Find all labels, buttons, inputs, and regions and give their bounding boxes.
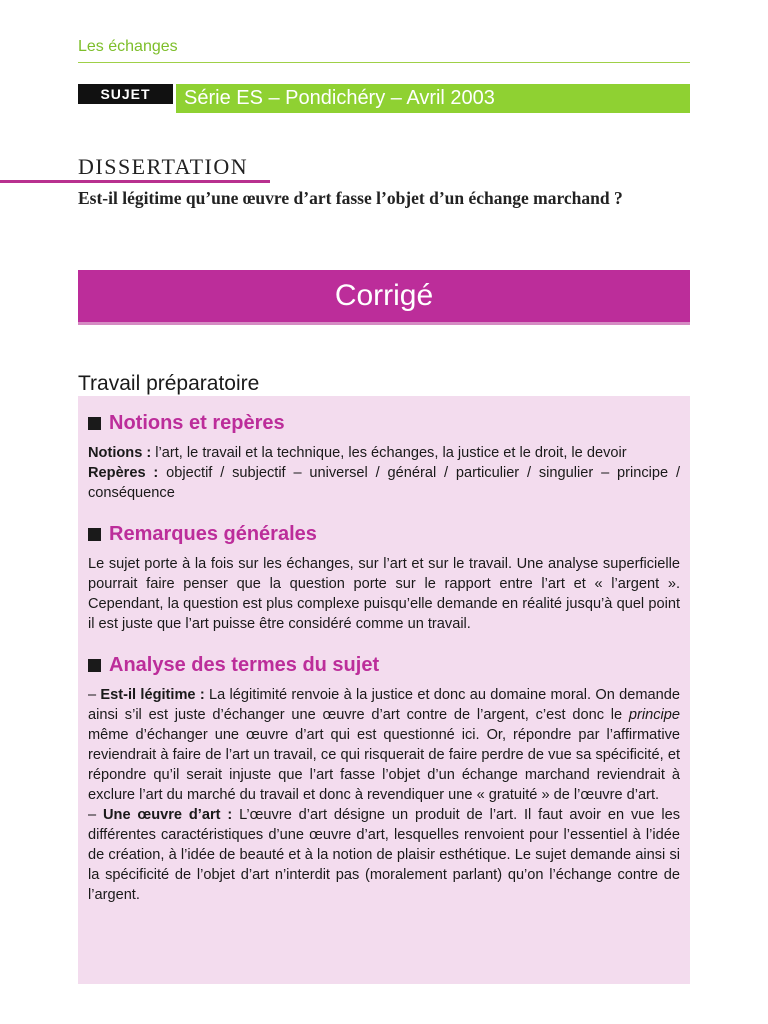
term-2-label: Une œuvre d’art :	[102, 807, 233, 823]
dissertation-underline	[0, 180, 270, 183]
reperes-text: objectif / subjectif – universel / général / particulier / singulier – principe / conséquence	[88, 465, 680, 501]
corrige-banner: Corrigé	[78, 270, 690, 322]
dissertation-label: DISSERTATION	[78, 154, 249, 179]
prep-panel	[78, 396, 690, 984]
square-bullet-icon	[88, 528, 101, 541]
analyse-term-2	[88, 805, 680, 905]
chapter-divider	[78, 62, 690, 63]
analyse-heading-text: Analyse des termes du sujet	[109, 654, 380, 676]
prep-section-title: Travail préparatoire	[78, 372, 260, 395]
term-1-text-a: La légitimité renvoie à la justice et donc au domaine moral. On demande ainsi s’il est juste d’échanger une œuvre d’art contre de l’argent, c’est donc le	[88, 687, 681, 723]
term-1-label: Est-il légitime :	[100, 687, 205, 703]
dash: –	[88, 687, 101, 703]
dash: –	[88, 807, 103, 823]
notions-paragraph	[88, 443, 680, 463]
dissertation-question: Est-il légitime qu’une œuvre d’art fasse l’objet d’un échange marchand ?	[78, 188, 623, 208]
notions-heading	[88, 410, 680, 436]
notions-text: l’art, le travail et la technique, les échanges, la justice et le droit, le devoir	[151, 445, 627, 461]
reperes-label: Repères :	[88, 465, 159, 481]
analyse-term-1	[88, 685, 680, 805]
remarques-heading-text: Remarques générales	[109, 523, 317, 545]
remarques-paragraph: Le sujet porte à la fois sur les échanges, sur l’art et sur le travail. Une analyse superficielle pourrait faire penser que la question porte sur le rapport entre l’art et « l’argent ». Cependant, la question est plus complexe puisqu’elle demande en réalité jusqu’à quel point il est juste que l’art puisse être considéré comme un travail.	[88, 556, 680, 632]
analyse-heading	[88, 652, 680, 678]
term-1-text-b: même d’échanger une œuvre d’art qui est questionné ici. Or, répondre par l’affirmative reviendrait à faire de l’art un travail, ce qui risquerait de faire perdre de vue sa spécificité, et répondre qu’il serait injuste que l’art fasse l’objet d’un échange marchand reviendrait à exclure l’art du marché du travail et donc à revendiquer une « gratuité » de l’œuvre d’art.	[88, 727, 680, 803]
remarques-heading	[88, 521, 680, 547]
sujet-tag: SUJET	[78, 84, 173, 104]
term-1-emphasis: principe	[628, 707, 680, 723]
chapter-title: Les échanges	[78, 38, 178, 55]
square-bullet-icon	[88, 417, 101, 430]
series-banner: Série ES – Pondichéry – Avril 2003	[176, 84, 690, 113]
square-bullet-icon	[88, 659, 101, 672]
notions-heading-text: Notions et repères	[109, 412, 285, 434]
notions-label: Notions :	[88, 445, 152, 461]
term-2-text: L’œuvre d’art désigne un produit de l’art. Il faut avoir en vue les différentes caractéristiques d’une œuvre d’art, lesquelles renvoient pour l’essentiel à l’idée de création, à l’idée de beauté et à la notion de plaisir esthétique. Le sujet demande ainsi si la spécificité de l’objet d’art n’interdit pas (moralement parlant) qu’on l’échange contre de l’argent.	[88, 807, 680, 903]
reperes-paragraph	[88, 463, 680, 503]
